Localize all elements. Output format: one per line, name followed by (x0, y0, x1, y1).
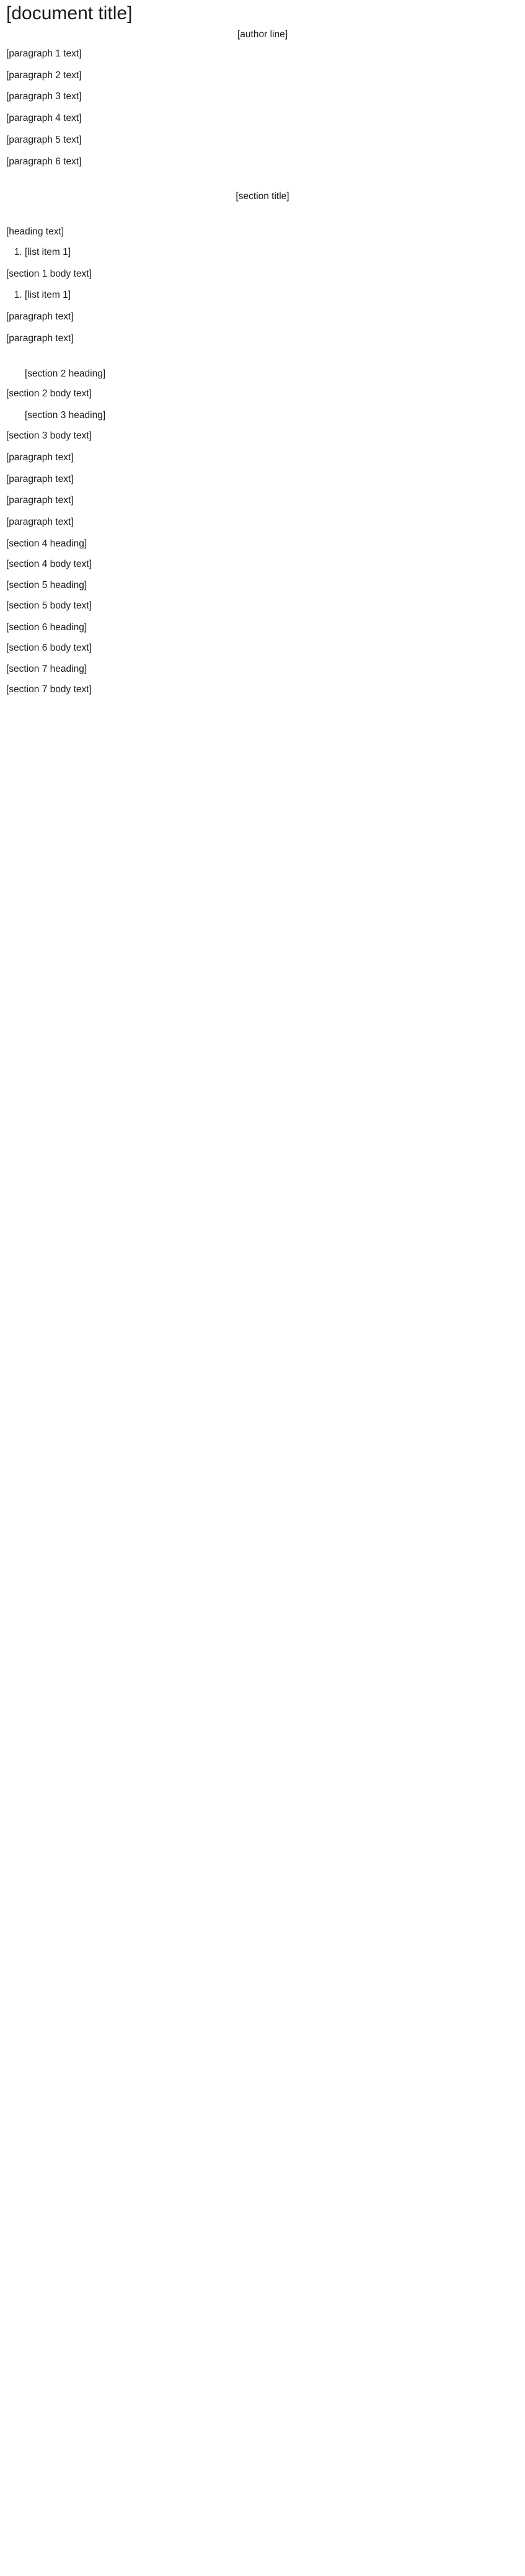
intro-paragraph-2: [paragraph 2 text] (6, 69, 82, 81)
intro-paragraph-1: [paragraph 1 text] (6, 48, 82, 59)
section-1-paragraph-2: [paragraph text] (6, 332, 74, 344)
section-1-list (6, 289, 519, 302)
section-5-text: [section 5 body text] (6, 600, 92, 612)
section-3-paragraph-2: [paragraph text] (6, 473, 74, 484)
section-4-heading: [section 4 heading] (6, 538, 87, 549)
author-line: [author line] (237, 29, 288, 40)
section-3-paragraph-1: [paragraph text] (6, 452, 74, 463)
section-6-heading: [section 6 heading] (6, 622, 87, 633)
intro-paragraph-6: [paragraph 6 text] (6, 156, 82, 167)
causes-list-item: 1. [list item 1] (25, 246, 519, 259)
section-title: [section title] (236, 191, 289, 202)
section-7-heading: [section 7 heading] (6, 664, 87, 675)
intro-paragraph-4: [paragraph 4 text] (6, 113, 82, 124)
intro-paragraph-3: [paragraph 3 text] (6, 91, 82, 102)
document-title: [document title] (6, 3, 133, 24)
intro-paragraph-5: [paragraph 5 text] (6, 134, 82, 145)
causes-heading: [heading text] (6, 226, 64, 238)
section-6-text: [section 6 body text] (6, 642, 92, 653)
causes-list (6, 246, 519, 259)
section-3-paragraph-4: [paragraph text] (6, 517, 74, 528)
document-page (0, 0, 525, 730)
section-3-paragraph-3: [paragraph text] (6, 495, 74, 506)
section-3-text: [section 3 body text] (6, 430, 92, 442)
section-1-text: [section 1 body text] (6, 268, 92, 279)
section-7-text: [section 7 body text] (6, 684, 92, 695)
section-1-list-item: 1. [list item 1] (25, 289, 519, 302)
section-2-text: [section 2 body text] (6, 388, 92, 399)
section-2-heading: [section 2 heading] (25, 368, 106, 379)
section-1-paragraph-1: [paragraph text] (6, 311, 74, 323)
section-5-heading: [section 5 heading] (6, 580, 87, 591)
section-4-text: [section 4 body text] (6, 558, 92, 569)
section-3-heading: [section 3 heading] (25, 410, 106, 421)
